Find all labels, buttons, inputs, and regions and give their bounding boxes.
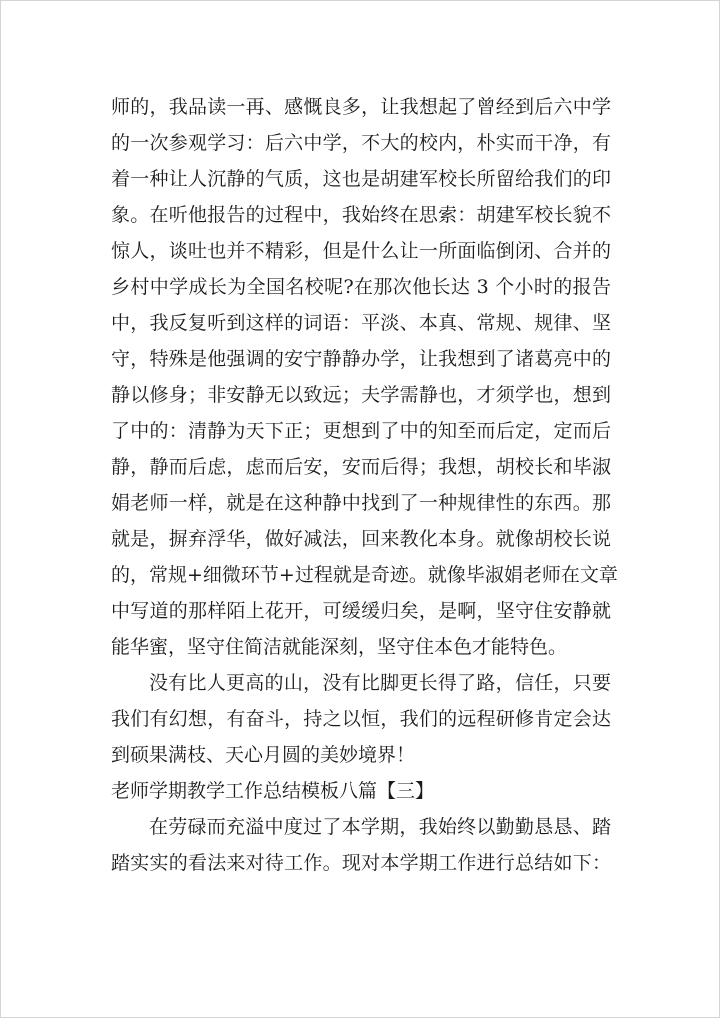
paragraph-3: [111, 809, 611, 881]
text-line: 没有比人更高的山，没有比脚更长得了路，信任，只要: [149, 672, 611, 694]
text-line: 了中的：清静为天下正；更想到了中的知至而后定，定而后: [111, 420, 611, 442]
text-line: 乡村中学成长为全国名校呢?在那次他长达 3 个小时的报告: [111, 276, 611, 298]
paragraph-2: [111, 665, 611, 773]
text-line: 象。在听他报告的过程中，我始终在思索：胡建军校长貌不: [111, 204, 611, 226]
text-line: 着一种让人沉静的气质，这也是胡建军校长所留给我们的印: [111, 168, 611, 190]
text-line: 静以修身；非安静无以致远；夫学需静也，才须学也，想到: [111, 384, 611, 406]
section-heading: 老师学期教学工作总结模板八篇【三】: [111, 780, 435, 802]
text-line: 能华蜜，坚守住简洁就能深刻，坚守住本色才能特色。: [111, 636, 568, 658]
text-line: 守，特殊是他强调的安宁静静办学，让我想到了诸葛亮中的: [111, 348, 611, 370]
text-line: 就是，摒弃浮华，做好减法，回来教化本身。就像胡校长说: [111, 528, 611, 550]
text-line: 到硕果满枝、天心月圆的美妙境界！: [111, 744, 416, 766]
text-line: 踏实实的看法来对待工作。现对本学期工作进行总结如下：: [111, 852, 611, 874]
text-line: 我们有幻想，有奋斗，持之以恒，我们的远程研修肯定会达: [111, 708, 611, 730]
text-line: 的，常规+细微环节+过程就是奇迹。就像毕淑娟老师在文章: [111, 564, 618, 586]
text-line: 中，我反复听到这样的词语：平淡、本真、常规、规律、坚: [111, 312, 611, 334]
text-line: 惊人，谈吐也并不精彩，但是什么让一所面临倒闭、合并的: [111, 240, 611, 262]
text-line: 师的，我品读一再、感慨良多，让我想起了曾经到后六中学: [111, 96, 611, 118]
text-line: 娟老师一样，就是在这种静中找到了一种规律性的东西。那: [111, 492, 611, 514]
text-line: 在劳碌而充溢中度过了本学期，我始终以勤勤恳恳、踏: [149, 816, 611, 838]
text-line: 的一次参观学习：后六中学，不大的校内，朴实而干净，有: [111, 132, 611, 154]
text-line: 中写道的那样陌上花开，可缓缓归矣，是啊，坚守住安静就: [111, 600, 611, 622]
text-line: 静，静而后虑，虑而后安，安而后得；我想，胡校长和毕淑: [111, 456, 611, 478]
document-body: [111, 89, 618, 881]
paragraph-1: [111, 89, 618, 665]
